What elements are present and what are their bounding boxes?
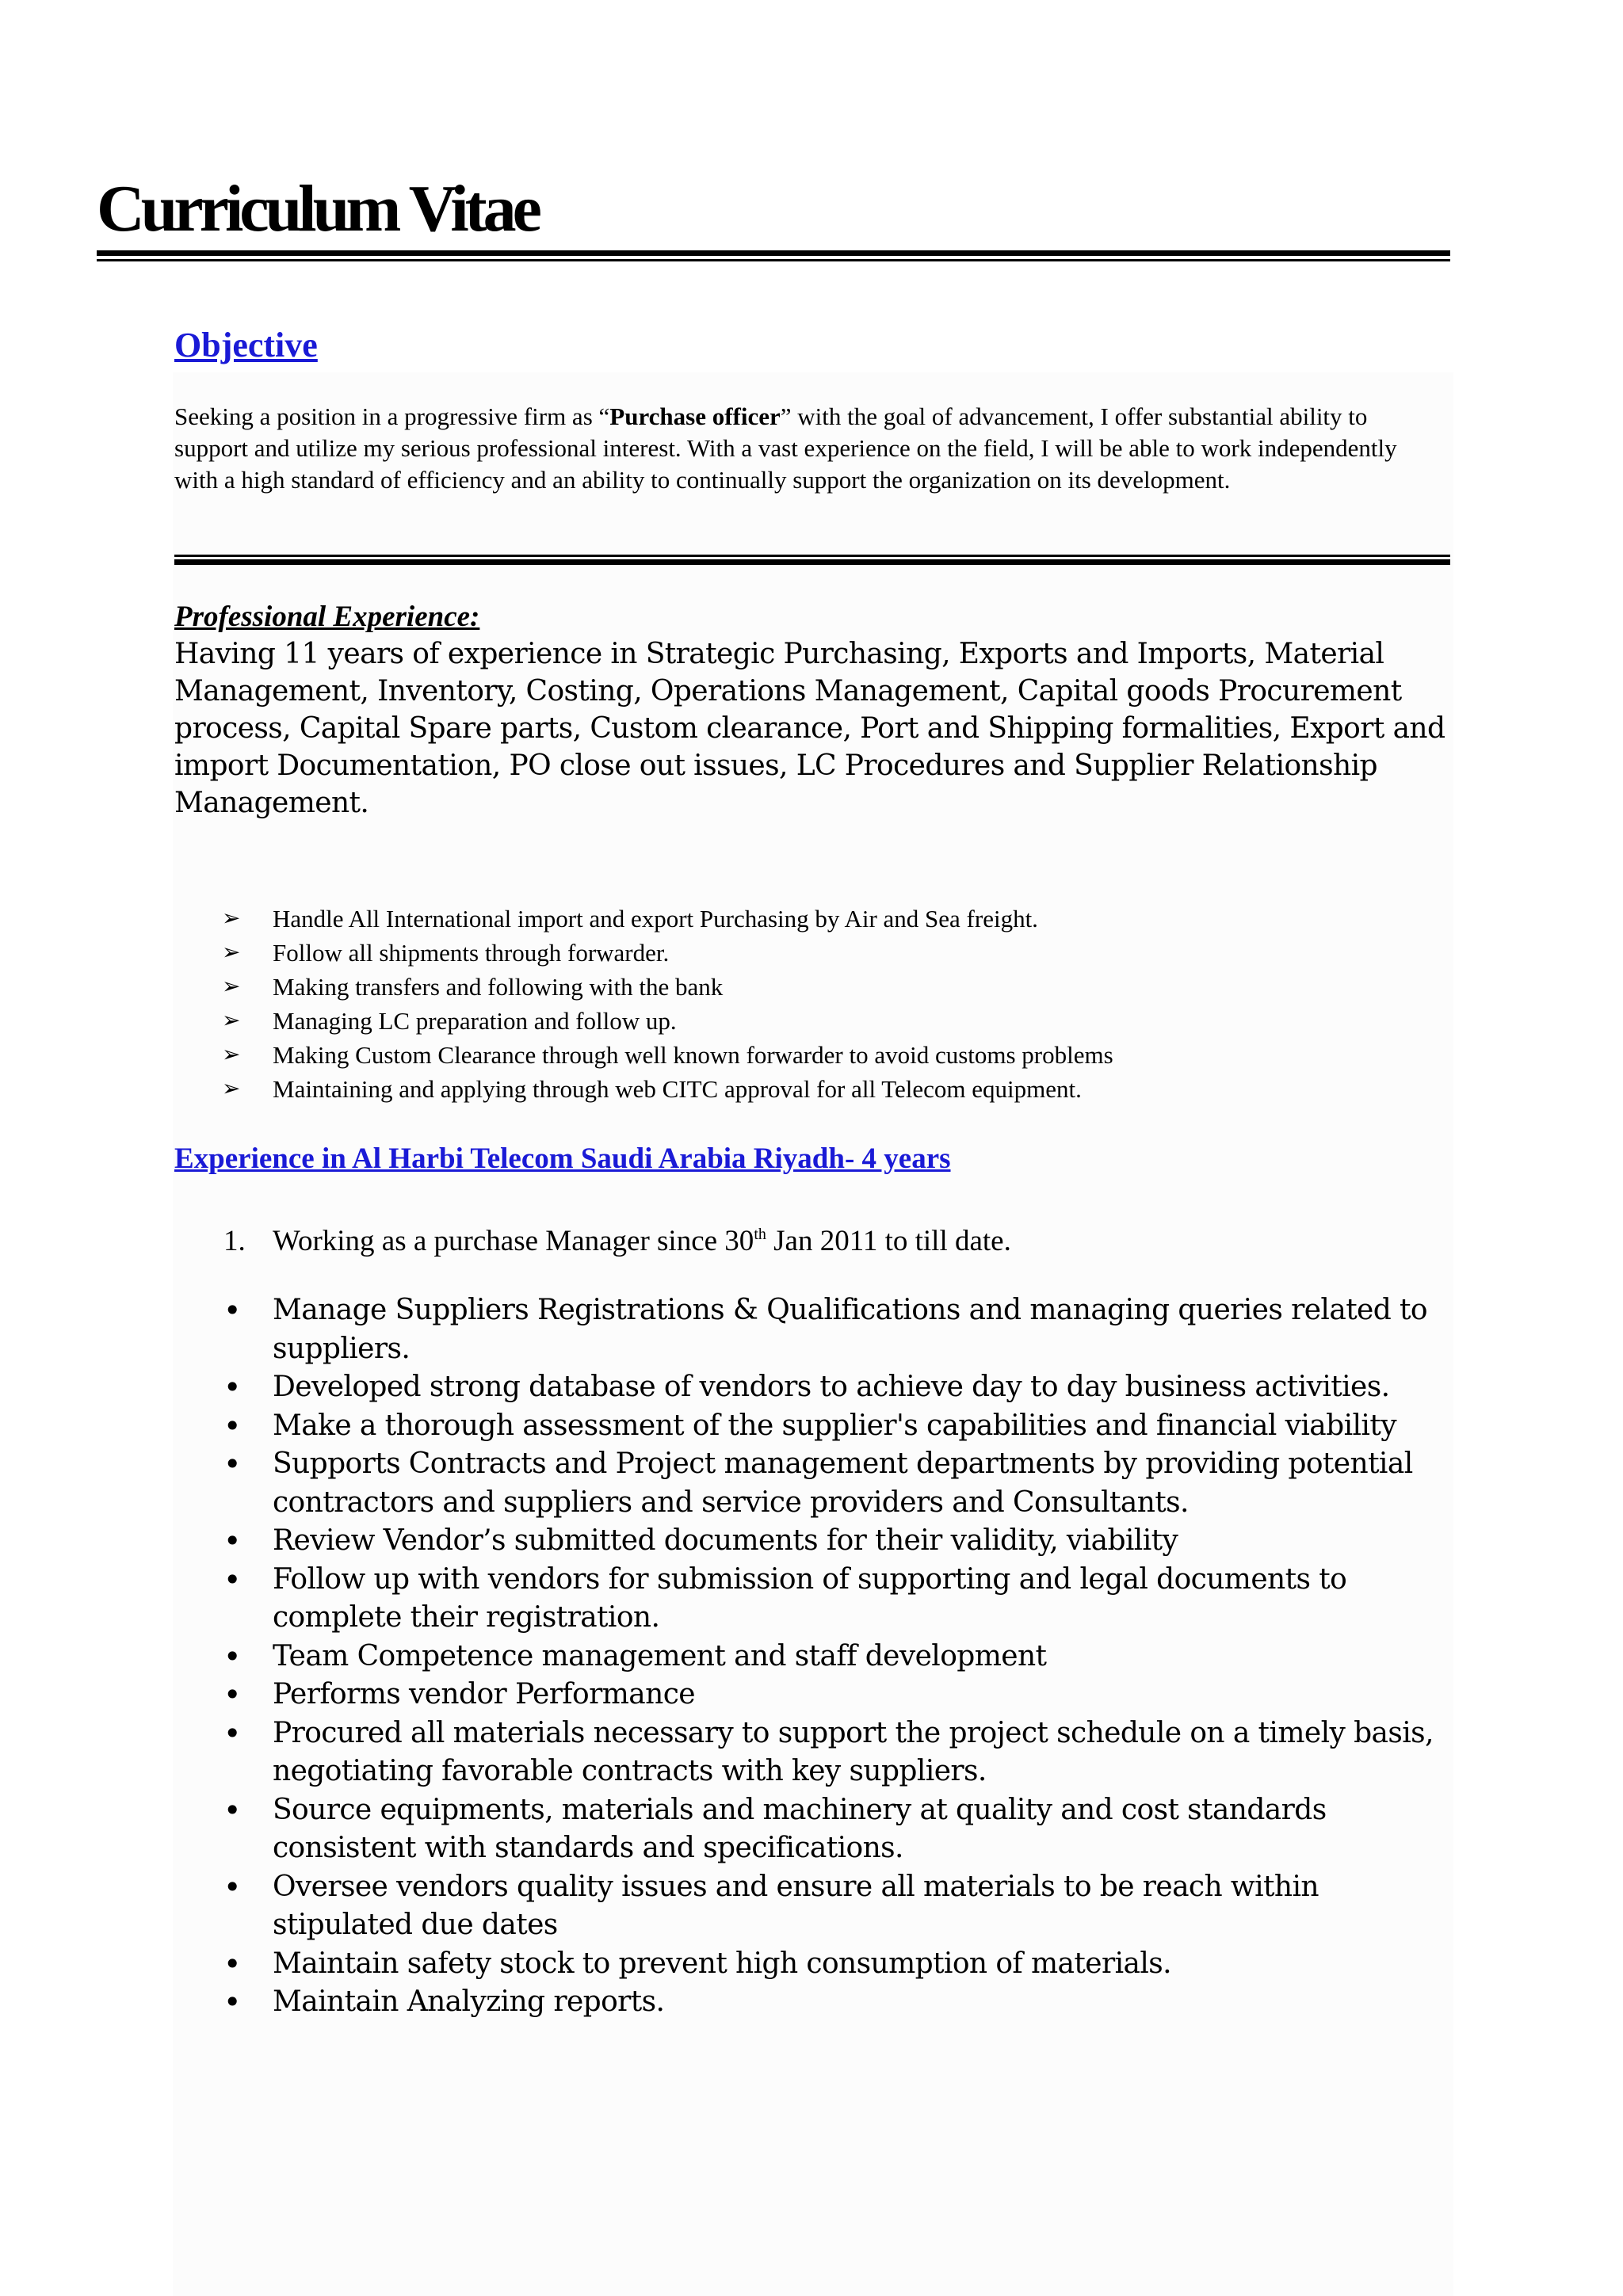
page-title: Curriculum Vitae <box>97 172 538 246</box>
arrow-bullet-icon: ➢ <box>222 940 241 965</box>
objective-text: Seeking a position in a progressive firm as “Purchase officer” with the goal of advancement, I offer substantial ability to support and utilize my serious professional interest. With a vast experience on the field, I will be able to work independently with a high standard of efficiency and an ability to continually support the organization on its development. <box>174 402 1397 494</box>
list-item: ➢ Managing LC preparation and follow up. <box>222 1004 1113 1038</box>
list-item: ➢ Maintaining and applying through web CITC approval for all Telecom equipment. <box>222 1072 1113 1106</box>
list-item: • Oversee vendors quality issues and ensure all materials to be reach within stipulated due dates <box>222 1868 1458 1945</box>
professional-summary: Having 11 years of experience in Strategic Purchasing, Exports and Imports, Material Management, Inventory, Costing, Operations Management, Capital goods Procurement process, Capital Spare parts, Custom clearance, Port and Shipping formalities, Export and import Documentation, PO close out issues, LC Procedures and Supplier Relationship Management. <box>174 638 1445 819</box>
objective-rule-thin <box>174 555 1450 557</box>
arrow-bullet-icon: ➢ <box>222 906 241 931</box>
objective-rule-thick <box>174 559 1450 565</box>
list-item: • Maintain Analyzing reports. <box>222 1983 1458 2022</box>
list-item: • Follow up with vendors for submission of supporting and legal documents to complete their registration. <box>222 1561 1458 1638</box>
objective-heading[interactable]: Objective <box>174 326 318 364</box>
list-item: • Developed strong database of vendors to achieve day to day business activities. <box>222 1368 1458 1407</box>
title-rule-thin <box>97 259 1450 261</box>
list-item: • Source equipments, materials and machinery at quality and cost standards consistent with standards and specifications. <box>222 1791 1458 1868</box>
position-item: 1. Working as a purchase Manager since 30th Jan 2011 to till date. <box>223 1225 1011 1257</box>
list-item: • Performs vendor Performance <box>222 1676 1458 1714</box>
list-item: ➢ Making transfers and following with the bank <box>222 970 1113 1004</box>
list-item: • Manage Suppliers Registrations & Qualifications and managing queries related to suppliers. <box>222 1291 1458 1368</box>
experience-heading[interactable]: Experience in Al Harbi Telecom Saudi Arabia Riyadh- 4 years <box>174 1142 951 1175</box>
list-item: ➢ Handle All International import and export Purchasing by Air and Sea freight. <box>222 902 1113 936</box>
arrow-bullet-icon: ➢ <box>222 1077 241 1101</box>
professional-experience-heading: Professional Experience: <box>174 601 480 633</box>
title-rule-thick <box>97 250 1450 256</box>
arrow-bullet-icon: ➢ <box>222 1009 241 1033</box>
list-item: • Review Vendor’s submitted documents for their validity, viability <box>222 1522 1458 1561</box>
list-item: • Supports Contracts and Project management departments by providing potential contractors and suppliers and service providers and Consultants. <box>222 1445 1458 1522</box>
list-item: • Team Competence management and staff development <box>222 1638 1458 1676</box>
arrow-bullet-icon: ➢ <box>222 974 241 999</box>
list-item: • Procured all materials necessary to support the project schedule on a timely basis, negotiating favorable contracts with key suppliers. <box>222 1714 1458 1791</box>
responsibility-list <box>222 902 1113 1106</box>
objective-role: Purchase officer <box>609 402 781 430</box>
duties-list <box>222 1291 1458 2022</box>
list-item: ➢ Follow all shipments through forwarder. <box>222 936 1113 970</box>
list-item: • Make a thorough assessment of the supplier's capabilities and financial viability <box>222 1407 1458 1446</box>
arrow-bullet-icon: ➢ <box>222 1043 241 1067</box>
list-item: • Maintain safety stock to prevent high consumption of materials. <box>222 1945 1458 1984</box>
list-item: ➢ Making Custom Clearance through well known forwarder to avoid customs problems <box>222 1038 1113 1072</box>
